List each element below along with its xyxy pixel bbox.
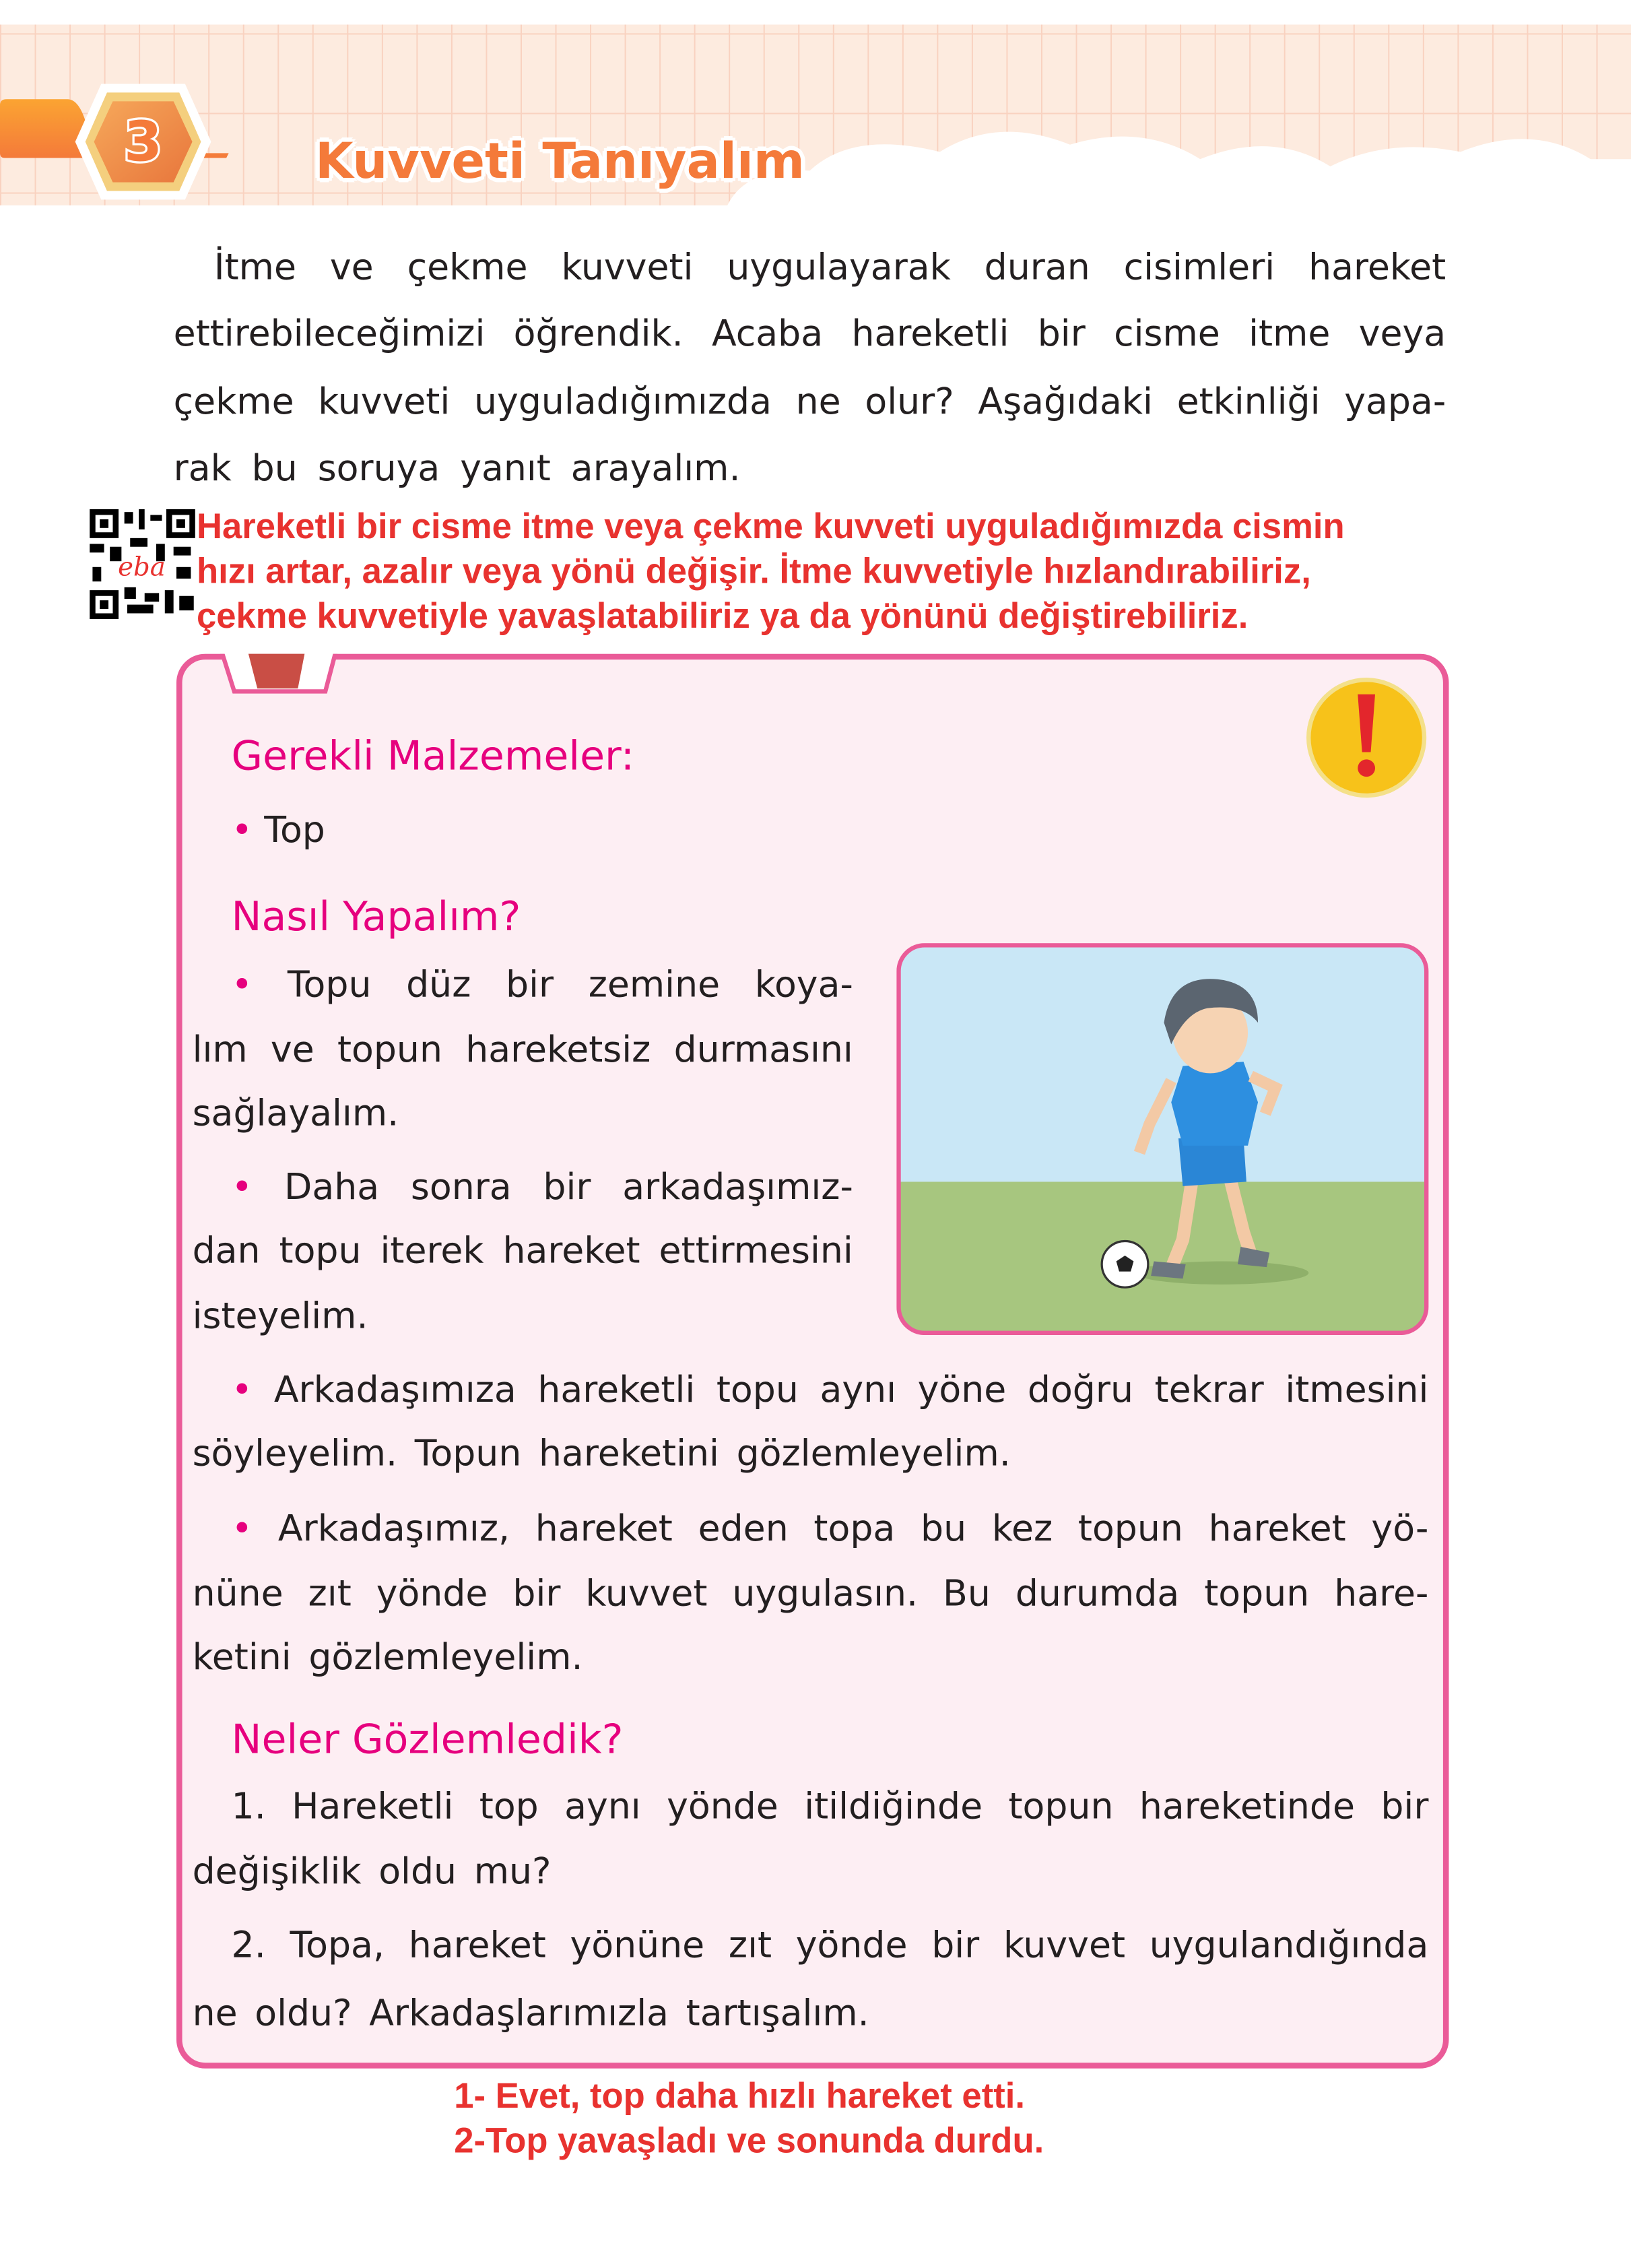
step-line: Arkadaşımıza hareketli topu aynı yöne doğru tekrar itmesini bbox=[273, 1368, 1429, 1411]
step-line: Arkadaşımız, hareket eden topa bu kez topun hareket yö- bbox=[277, 1507, 1429, 1549]
answer-line: 2-Top yavaşladı ve sonunda durdu. bbox=[454, 2122, 1044, 2162]
intro-line: ettirebileceğimizi öğrendik. Acaba hareketli bir cisme itme veya bbox=[173, 312, 1446, 355]
material-item: Top bbox=[264, 808, 325, 851]
intro-line: rak bu soruya yanıt arayalım. bbox=[173, 447, 741, 489]
answer-line: 1- Evet, top daha hızlı hareket etti. bbox=[454, 2077, 1025, 2116]
step-line: ketini gözlemleyelim. bbox=[192, 1635, 583, 1678]
bullet-icon: • bbox=[231, 808, 265, 851]
question-line: 2. Topa, hareket yönüne zıt yönde bir kuvvet uygulandığında bbox=[231, 1924, 1429, 1966]
exclamation-icon bbox=[1306, 677, 1427, 798]
qr-code-icon[interactable] bbox=[90, 509, 195, 619]
bullet-icon: • bbox=[231, 1165, 284, 1208]
bullet-icon: • bbox=[231, 1368, 274, 1411]
step-line: nüne zıt yönde bir kuvvet uygulasın. Bu durumda topun hare- bbox=[192, 1572, 1429, 1615]
observe-heading: Neler Gözlemledik? bbox=[231, 1715, 624, 1763]
question-line: ne oldu? Arkadaşlarımızla tartışalım. bbox=[192, 1991, 869, 2034]
header-decoration bbox=[0, 0, 1631, 232]
step-line: Daha sonra bir arkadaşımız- bbox=[284, 1165, 853, 1208]
step-line: sağlayalım. bbox=[192, 1092, 399, 1134]
bullet-icon: • bbox=[231, 1507, 278, 1549]
step-line: lım ve topun hareketsiz durmasını bbox=[192, 1028, 853, 1071]
answer-note-line: Hareketli bir cisme itme veya çekme kuvveti uyguladığımızda cismin bbox=[197, 507, 1345, 547]
step-line: Topu düz bir zemine koya- bbox=[287, 963, 853, 1006]
qr-logo: eba bbox=[118, 552, 166, 583]
answer-note-line: hızı artar, azalır veya yönü değişir. İtme kuvvetiyle hızlandırabiliriz, bbox=[197, 552, 1311, 592]
page-title: Kuvveti Tanıyalım bbox=[315, 133, 805, 191]
materials-heading: Gerekli Malzemeler: bbox=[231, 732, 634, 780]
intro-line: çekme kuvveti uyguladığımızda ne olur? Aşağıdaki etkinliği yapa- bbox=[173, 380, 1446, 423]
step-line: dan topu iterek hareket ettirmesini bbox=[192, 1229, 853, 1272]
question-line: değişiklik oldu mu? bbox=[192, 1850, 552, 1892]
bullet-icon: • bbox=[231, 963, 288, 1006]
answer-note-line: çekme kuvvetiyle yavaşlatabiliriz ya da yönünü değiştirebiliriz. bbox=[197, 597, 1249, 637]
step-line: isteyelim. bbox=[192, 1294, 368, 1337]
intro-line: İtme ve çekme kuvveti uygulayarak duran cisimleri hareket bbox=[213, 246, 1446, 288]
how-heading: Nasıl Yapalım? bbox=[231, 892, 521, 940]
step-line: söyleyelim. Topun hareketini gözlemleyelim. bbox=[192, 1431, 1011, 1475]
boy-kicking-ball-illustration bbox=[896, 943, 1428, 1335]
question-line: 1. Hareketli top aynı yönde itildiğinde topun hareketinde bir bbox=[231, 1784, 1429, 1827]
unit-number: 3 bbox=[124, 110, 162, 174]
